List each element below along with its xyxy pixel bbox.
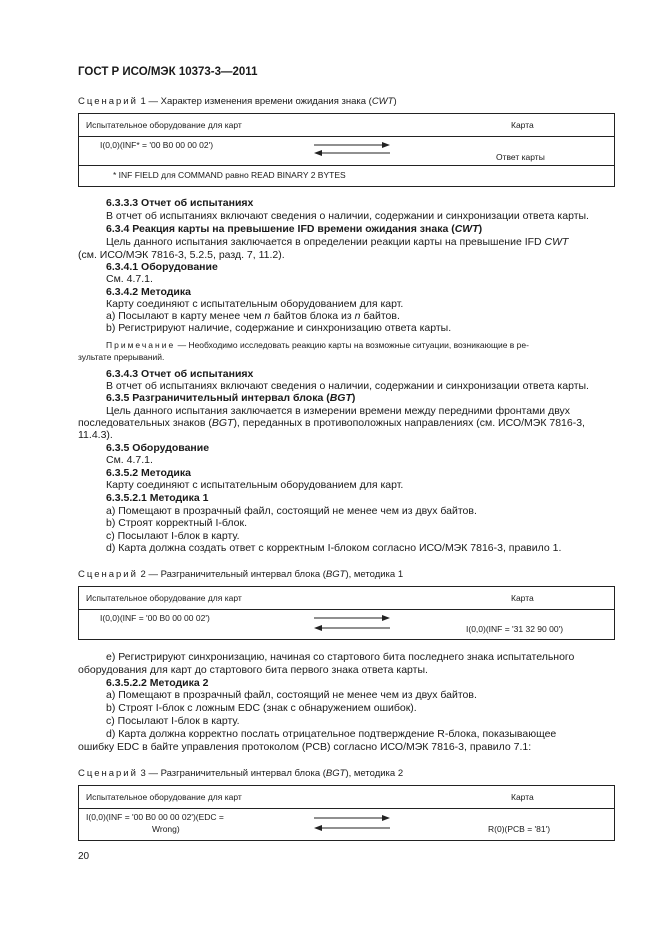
scenario-1-col-right: Карта xyxy=(511,120,534,130)
scenario-2-response: I(0,0)(INF = '31 32 90 00') xyxy=(466,624,564,634)
scenario-1-col-left: Испытательное оборудование для карт xyxy=(86,120,242,130)
section-6-3-4-2-heading: 6.3.4.2 Методика xyxy=(106,286,191,298)
page-header-title: ГОСТ Р ИСО/МЭК 10373-3—2011 xyxy=(78,66,258,78)
arrow-left-icon xyxy=(314,824,390,832)
scenario-3-caption: Сценарий 3 — Разграничительный интервал блока (BGT), методика 2 xyxy=(78,768,404,779)
paragraph: ошибку EDC в байте управления протоколом (PCB) согласно ИСО/МЭК 7816-3, правило 7.1: xyxy=(78,741,532,753)
paragraph: 11.4.3). xyxy=(78,429,113,441)
table-divider xyxy=(78,609,614,610)
paragraph: Цель данного испытания заключается в измерении времени между передними фронтами двух xyxy=(106,405,571,417)
arrow-right-icon xyxy=(314,814,390,822)
arrow-right-icon xyxy=(314,141,390,149)
scenario-2-col-right: Карта xyxy=(511,593,534,603)
scenario-3-command-line-1: I(0,0)(INF = '00 B0 00 00 02')(EDC = xyxy=(86,812,224,822)
list-item: d) Карта должна корректно послать отрицательное подтверждение R-блока, показывающее xyxy=(106,728,557,740)
list-item: b) Строят I-блок с ложным EDC (знак с обнаружением ошибок). xyxy=(106,702,417,714)
paragraph: В отчет об испытаниях включают сведения о наличии, содержании и синхронизации ответа карты. xyxy=(106,380,589,392)
paragraph: (см. ИСО/МЭК 7816-3, 5.2.5, разд. 7, 11.2). xyxy=(78,249,285,261)
list-item: a) Помещают в прозрачный файл, состоящий не менее чем из двух байтов. xyxy=(106,505,477,517)
paragraph: Карту соединяют с испытательным оборудованием для карт. xyxy=(106,479,404,491)
section-6-3-5-1-heading: 6.3.5 Оборудование xyxy=(106,442,210,454)
note-line-1: Примечание — Необходимо исследовать реакцию карты на возможные ситуации, возникающие в ре- xyxy=(106,340,529,350)
table-divider xyxy=(78,808,614,809)
section-6-3-5-2-heading: 6.3.5.2 Методика xyxy=(106,467,191,479)
paragraph: См. 4.7.1. xyxy=(106,454,153,466)
scenario-1-response: Ответ карты xyxy=(496,152,545,162)
list-item: b) Строят корректный I-блок. xyxy=(106,517,248,529)
arrow-left-icon xyxy=(314,624,390,632)
scenario-2-col-left: Испытательное оборудование для карт xyxy=(86,593,242,603)
note-line-2: зультате прерываний. xyxy=(78,352,165,362)
scenario-1-caption: Сценарий 1 — Характер изменения времени ожидания знака (CWT) xyxy=(78,96,397,107)
table-divider xyxy=(78,136,614,137)
section-6-3-5-2-1-heading: 6.3.5.2.1 Методика 1 xyxy=(106,492,209,504)
section-6-3-4-1-heading: 6.3.4.1 Оборудование xyxy=(106,261,218,273)
list-item: a) Помещают в прозрачный файл, состоящий не менее чем из двух байтов. xyxy=(106,689,477,701)
list-item: c) Посылают I-блок в карту. xyxy=(106,715,240,727)
scenario-3-col-right: Карта xyxy=(511,792,534,802)
scenario-3-col-left: Испытательное оборудование для карт xyxy=(86,792,242,802)
arrow-left-icon xyxy=(314,149,390,157)
section-6-3-4-heading: 6.3.4 Реакция карты на превышение IFD времени ожидания знака (CWT) xyxy=(106,223,483,235)
scenario-2-caption: Сценарий 2 — Разграничительный интервал блока (BGT), методика 1 xyxy=(78,569,404,580)
paragraph: Цель данного испытания заключается в определении реакции карты на превышение IFD CWT xyxy=(106,236,569,248)
section-6-3-3-3-heading: 6.3.3.3 Отчет об испытаниях xyxy=(106,197,254,209)
paragraph: оборудования для карт до стартового бита первого знака ответа карты. xyxy=(78,664,428,676)
paragraph: последовательных знаков (BGT), переданных в противоположных направлениях (см. ИСО/МЭК 7816-3, xyxy=(78,417,585,429)
list-item: e) Регистрируют синхронизацию, начиная со стартового бита последнего знака испытательного xyxy=(106,651,575,663)
scenario-2-command: I(0,0)(INF = '00 B0 00 00 02') xyxy=(100,613,210,623)
list-item: a) Посылают в карту менее чем n байтов блока из n байтов. xyxy=(106,310,400,322)
list-item: b) Регистрируют наличие, содержание и синхронизацию ответа карты. xyxy=(106,322,452,334)
scenario-3-response: R(0)(PCB = '81') xyxy=(488,824,551,834)
page-number: 20 xyxy=(78,851,90,862)
section-6-3-4-3-heading: 6.3.4.3 Отчет об испытаниях xyxy=(106,368,254,380)
scenario-1-command: I(0,0)(INF* = '00 B0 00 00 02') xyxy=(100,140,214,150)
paragraph: Карту соединяют с испытательным оборудованием для карт. xyxy=(106,298,404,310)
arrow-right-icon xyxy=(314,614,390,622)
paragraph: См. 4.7.1. xyxy=(106,273,153,285)
table-divider xyxy=(78,165,614,166)
scenario-1-footnote: * INF FIELD для COMMAND равно READ BINARY 2 BYTES xyxy=(113,170,346,180)
list-item: c) Посылают I-блок в карту. xyxy=(106,530,240,542)
paragraph: В отчет об испытаниях включают сведения о наличии, содержании и синхронизации ответа карты. xyxy=(106,210,589,222)
section-6-3-5-2-2-heading: 6.3.5.2.2 Методика 2 xyxy=(106,677,209,689)
scenario-3-command-line-2: Wrong) xyxy=(152,824,180,834)
section-6-3-5-heading: 6.3.5 Разграничительный интервал блока (BGT) xyxy=(106,392,356,404)
list-item: d) Карта должна создать ответ с корректным I-блоком согласно ИСО/МЭК 7816-3, правило 1. xyxy=(106,542,562,554)
